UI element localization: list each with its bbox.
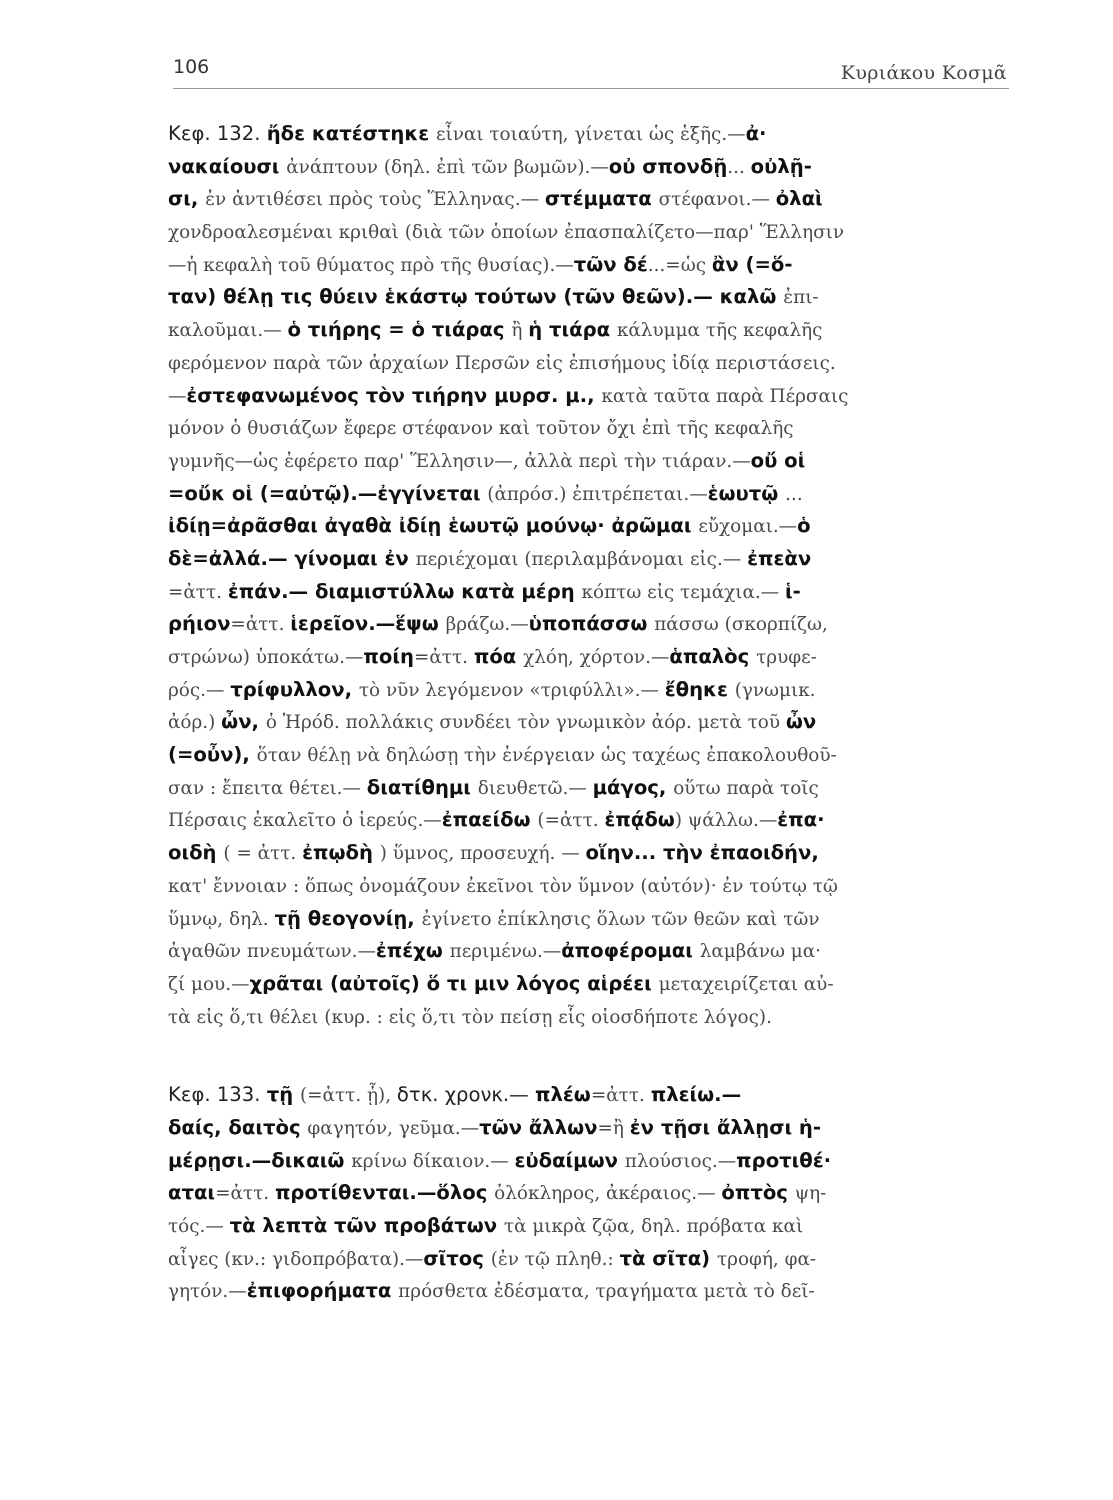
lemma-term: ὀπτὸς — [721, 1181, 795, 1205]
lemma-term: ἐπῳδὴ — [302, 841, 380, 865]
chapter-label: δτκ. χρονκ.— — [396, 1083, 535, 1107]
text-line — [168, 1210, 1010, 1243]
gloss-text: στρώνω) ὑποκάτω.— — [168, 647, 364, 668]
text-line — [168, 478, 1010, 511]
text-line — [168, 1275, 1010, 1308]
text-line — [168, 772, 1010, 805]
lemma-term: ἐπαείδω — [441, 808, 538, 832]
lemma-term: πλείω.— — [650, 1083, 742, 1107]
lemma-term: σι, — [168, 187, 206, 211]
gloss-text: ρός.— — [168, 679, 231, 701]
text-line — [168, 804, 1010, 837]
lemma-term: ἁπαλὸς — [669, 645, 757, 668]
lemma-term: τῇ θεογονίῃ, — [274, 906, 422, 930]
gloss-text: ἀγαθῶν πνευμάτων.— — [168, 941, 376, 963]
gloss-text: μεταχειρίζεται αὐ- — [658, 973, 834, 995]
section-gap — [168, 1033, 1010, 1079]
lemma-term: ἀποφέρομαι — [561, 939, 700, 963]
lemma-term: τῇ — [266, 1083, 300, 1107]
text-line — [168, 1177, 1010, 1210]
gloss-text: =ἀττ. — [215, 1183, 275, 1205]
gloss-text: (=ἀττ. — [537, 810, 605, 832]
text-line — [168, 837, 1010, 870]
lemma-term: ὁ τιήρης = ὁ τιάρας — [287, 318, 512, 342]
lemma-term: ὦν, — [221, 710, 266, 734]
text-line — [168, 1243, 1010, 1276]
gloss-text: τὸ νῦν λεγόμενον «τριφύλλι».— — [358, 679, 665, 701]
lemma-term: ὁ — [797, 514, 811, 538]
lemma-term: ἔθηκε — [664, 677, 735, 701]
lemma-term: ἰδίῃ=ἀρᾶσθαι ἀγαθὰ ἰδίῃ ἑωυτῷ μούνῳ· ἀρῶμαι — [168, 514, 699, 538]
lemma-term: χρᾶται (αὐτοῖς) ὅ τι μιν λόγος αἱρέει — [249, 971, 659, 995]
gloss-text: ) ψάλλω.— — [674, 810, 778, 832]
lemma-term: διατίθημι — [366, 775, 478, 799]
gloss-text: ἐπι- — [783, 287, 819, 309]
lemma-term: ἐπιφορήματα — [246, 1279, 399, 1303]
gloss-text: οὕτω παρὰ τοῖς — [673, 777, 819, 799]
gloss-text: καλοῦμαι.— — [168, 320, 288, 342]
lemma-term: ταν) θέλῃ τις θύειν ἑκάστῳ τούτων (τῶν θεῶν).— καλῶ — [168, 285, 784, 309]
gloss-text: ) ὕμνος, προσευχή. — — [379, 843, 586, 865]
lemma-term: ἀ· — [745, 122, 767, 145]
gloss-text: εἶναι τοιαύτη, γίνεται ὡς ἑξῆς.— — [435, 124, 746, 145]
lemma-term: ἐπᾴδω — [604, 808, 675, 832]
gloss-text: ὕμνῳ, δηλ. — [168, 908, 275, 930]
lemma-term: ποίη — [363, 645, 414, 668]
text-line — [168, 151, 1010, 184]
lemma-term: μάγος, — [592, 775, 674, 799]
gloss-text: ... — [785, 483, 803, 505]
gloss-text: μόνον ὁ θυσιάζων ἔφερε στέφανον καὶ τοῦτον ὄχι ἐπὶ τῆς κεφαλῆς — [168, 418, 794, 440]
text-line — [168, 445, 1010, 478]
lemma-term: ἱ- — [784, 579, 801, 603]
gloss-text: στέφανοι.— — [658, 189, 776, 211]
lemma-term: τὰ λεπτὰ τῶν προβάτων — [229, 1214, 504, 1237]
lemma-term: δὲ=ἀλλά.— γίνομαι ἐν — [168, 546, 416, 570]
gloss-text: ὁλόκληρος, ἀκέραιος.— — [494, 1183, 722, 1205]
lemma-term: ἂν (=ὅ- — [711, 252, 793, 276]
text-line — [168, 968, 1010, 1001]
gloss-text: ... — [727, 156, 751, 178]
gloss-text: εὔχομαι.— — [698, 516, 798, 538]
gloss-text: ὁ Ἡρόδ. πολλάκις συνδέει τὸν γνωμικὸν ἀόρ. μετὰ τοῦ — [265, 712, 786, 734]
gloss-text: ζί μου.— — [168, 973, 250, 995]
lemma-term: τῶν ἄλλων — [479, 1115, 598, 1139]
lemma-term: τρίφυλλον, — [230, 677, 359, 701]
text-line — [168, 576, 1010, 609]
gloss-text: γυμνῆς—ὡς ἐφέρετο παρ' Ἕλλησιν—, ἀλλὰ περὶ τὴν τιάραν.— — [168, 450, 751, 472]
gloss-text: ...=ὡς — [647, 254, 712, 276]
text-line — [168, 674, 1010, 707]
gloss-text: Πέρσαις ἐκαλεῖτο ὁ ἱερεύς.— — [168, 810, 442, 832]
gloss-text: =ἀττ. — [168, 581, 228, 603]
gloss-text: κατ' ἔννοιαν : ὅπως ὀνομάζουν ἐκεῖνοι τὸν ὕμνον (αὐτόν)· ἐν τούτῳ τῷ — [168, 875, 838, 897]
gloss-text: περιμένω.— — [449, 941, 562, 963]
lemma-term: προτιθέ· — [736, 1148, 832, 1172]
lemma-term: ἐπάν.— διαμιστύλλω κατὰ μέρη — [227, 579, 582, 603]
gloss-text: πρόσθετα ἐδέσματα, τραγήματα μετὰ τὸ δεῖ- — [398, 1281, 815, 1303]
lemma-term: οιδὴ — [168, 841, 224, 865]
lemma-term: ἤδε κατέστηκε — [266, 122, 436, 145]
lemma-term: τὰ σῖτα) — [619, 1246, 717, 1270]
text-line — [168, 706, 1010, 739]
gloss-text: ( = ἀττ. — [223, 843, 303, 865]
text-line — [168, 935, 1010, 968]
gloss-text: κάλυμμα τῆς κεφαλῆς — [616, 320, 823, 342]
lemma-term: οὔ οἱ — [750, 448, 806, 472]
lemma-term: ρήιον — [168, 612, 231, 636]
gloss-text: ὅταν θέλῃ νὰ δηλώσῃ τὴν ἐνέργειαν ὡς ταχέως ἐπακολουθοῦ- — [256, 745, 837, 767]
lemma-term: προτίθενται.—ὅλος — [274, 1181, 495, 1205]
text-line — [168, 1001, 1010, 1034]
text-line — [168, 118, 1010, 151]
gloss-text: =ἢ — [597, 1117, 630, 1139]
text-line — [168, 216, 1010, 249]
lemma-term: οἵην... τὴν ἐπαοιδήν, — [585, 841, 819, 865]
lemma-term: δαίς, δαιτὸς — [168, 1115, 308, 1139]
gloss-text: βράζω.— — [445, 614, 529, 636]
gloss-text: πλούσιος.— — [624, 1150, 737, 1172]
lemma-term: ὦν — [785, 710, 817, 734]
gloss-text: χλόη, χόρτον.— — [523, 647, 670, 668]
lemma-term: οὐλῇ- — [750, 154, 812, 178]
lemma-term: σῖτος — [423, 1246, 491, 1270]
text-line — [168, 281, 1010, 314]
chapter-label: Κεφ. 133. — [168, 1083, 267, 1107]
gloss-text: =ἀττ. — [413, 647, 474, 668]
gloss-text: τροφή, φα- — [716, 1248, 817, 1270]
text-line — [168, 380, 1010, 413]
gloss-text: ἀνάπτουν (δηλ. ἐπὶ τῶν βωμῶν).— — [286, 156, 609, 178]
gloss-text: τὰ εἰς ὅ,τι θέλει (κυρ. : εἰς ὅ,τι τὸν πείσῃ εἷς οἱοσδήποτε λόγος). — [168, 1006, 772, 1028]
text-line — [168, 412, 1010, 445]
gloss-text: ψη- — [794, 1183, 827, 1205]
lemma-term: νακαίουσι — [168, 154, 287, 178]
running-title: Κυριάκου Κοσμᾶ — [840, 62, 1007, 84]
lemma-term: ἐπα· — [777, 808, 825, 832]
lemma-term: αται — [168, 1181, 216, 1205]
lemma-term: ἐν τῇσι ἄλλῃσι ἡ- — [629, 1115, 822, 1139]
lemma-term: τῶν δέ — [573, 252, 648, 276]
lemma-term: (=οὖν), — [168, 743, 257, 767]
gloss-text: κατὰ ταῦτα παρὰ Πέρσαις — [601, 385, 849, 407]
lemma-term: οὐ σπονδῇ — [608, 154, 728, 178]
gloss-text: τός.— — [168, 1216, 230, 1237]
gloss-text: φαγητόν, γεῦμα.— — [307, 1117, 480, 1139]
text-line — [168, 183, 1010, 216]
commentary-body — [168, 118, 1010, 1308]
lemma-term: ἐπέχω — [375, 939, 450, 963]
gloss-text: ἐγίνετο ἐπίκλησις ὅλων τῶν θεῶν καὶ τῶν — [421, 908, 820, 930]
gloss-text: ἐν ἀντιθέσει πρὸς τοὺς Ἕλληνας.— — [205, 189, 545, 211]
text-line — [168, 347, 1010, 380]
gloss-text: =ἀττ. — [590, 1085, 651, 1107]
lemma-term: πόα — [473, 645, 524, 668]
gloss-text: τὰ μικρὰ ζῷα, δηλ. πρόβατα καὶ — [503, 1216, 804, 1237]
gloss-text: πάσσω (σκορπίζω, — [654, 614, 828, 636]
text-line — [168, 1112, 1010, 1145]
text-line — [168, 314, 1010, 347]
gloss-text: χονδροαλεσμέναι κριθαὶ (διὰ τῶν ὁποίων ἐπασπαλίζετο—παρ' Ἕλλησιν — [168, 222, 845, 244]
lemma-term: ὑποπάσσω — [528, 612, 655, 636]
gloss-text: —ἡ κεφαλὴ τοῦ θύματος πρὸ τῆς θυσίας).— — [168, 254, 574, 276]
gloss-text: σαν : ἔπειτα θέτει.— — [168, 777, 367, 799]
gloss-text: (γνωμικ. — [734, 679, 816, 701]
text-line — [168, 641, 1010, 674]
gloss-text: γητόν.— — [168, 1281, 247, 1303]
text-line — [168, 1079, 1010, 1112]
page-header — [173, 56, 1009, 89]
gloss-text: λαμβάνω μα· — [699, 941, 822, 963]
text-line — [168, 608, 1010, 641]
text-line — [168, 510, 1010, 543]
text-line — [168, 1145, 1010, 1178]
text-line — [168, 870, 1010, 903]
chapter-label: Κεφ. 132. — [168, 122, 267, 145]
lemma-term: =οὔκ οἱ (=αὐτῷ).—ἐγγίνεται — [168, 481, 488, 505]
text-line — [168, 249, 1010, 282]
gloss-text: κρίνω δίκαιον.— — [351, 1150, 515, 1172]
gloss-text: (=ἀττ. ᾗ), — [299, 1085, 397, 1107]
gloss-text: (ἀπρόσ.) ἐπιτρέπεται.— — [487, 483, 708, 505]
text-line — [168, 739, 1010, 772]
text-line — [168, 903, 1010, 936]
gloss-text: — — [168, 385, 187, 407]
gloss-text: ἀόρ.) — [168, 712, 222, 734]
gloss-text: ἢ — [511, 320, 529, 342]
lemma-term: ἐστεφανωμένος τὸν τιήρην μυρσ. μ., — [186, 383, 602, 407]
lemma-term: ἐπεὰν — [747, 546, 812, 570]
lemma-term: στέμματα — [544, 187, 659, 211]
gloss-text: φερόμενον παρὰ τῶν ἀρχαίων Περσῶν εἰς ἐπισήμους ἰδίᾳ περιστάσεις. — [168, 352, 836, 374]
gloss-text: τρυφε- — [756, 647, 817, 668]
lemma-term: μέρῃσι.—δικαιῶ — [168, 1148, 352, 1172]
gloss-text: περιέχομαι (περιλαμβάνομαι εἰς.— — [415, 548, 748, 570]
lemma-term: ὀλαὶ — [775, 187, 823, 211]
gloss-text: διευθετῶ.— — [477, 777, 593, 799]
gloss-text: κόπτω εἰς τεμάχια.— — [581, 581, 785, 603]
lemma-term: πλέω — [534, 1083, 591, 1107]
gloss-text: αἶγες (κν.: γιδοπρόβατα).— — [168, 1248, 424, 1270]
lemma-term: ἱερεῖον.—ἕψω — [290, 612, 446, 636]
page-number: 106 — [173, 56, 210, 78]
lemma-term: εὐδαίμων — [514, 1148, 625, 1172]
gloss-text: =ἀττ. — [230, 614, 291, 636]
lemma-term: ἡ τιάρα — [528, 318, 617, 342]
gloss-text: (ἐν τῷ πληθ.: — [490, 1248, 620, 1270]
lemma-term: ἑωυτῷ — [707, 481, 786, 505]
text-line — [168, 543, 1010, 576]
